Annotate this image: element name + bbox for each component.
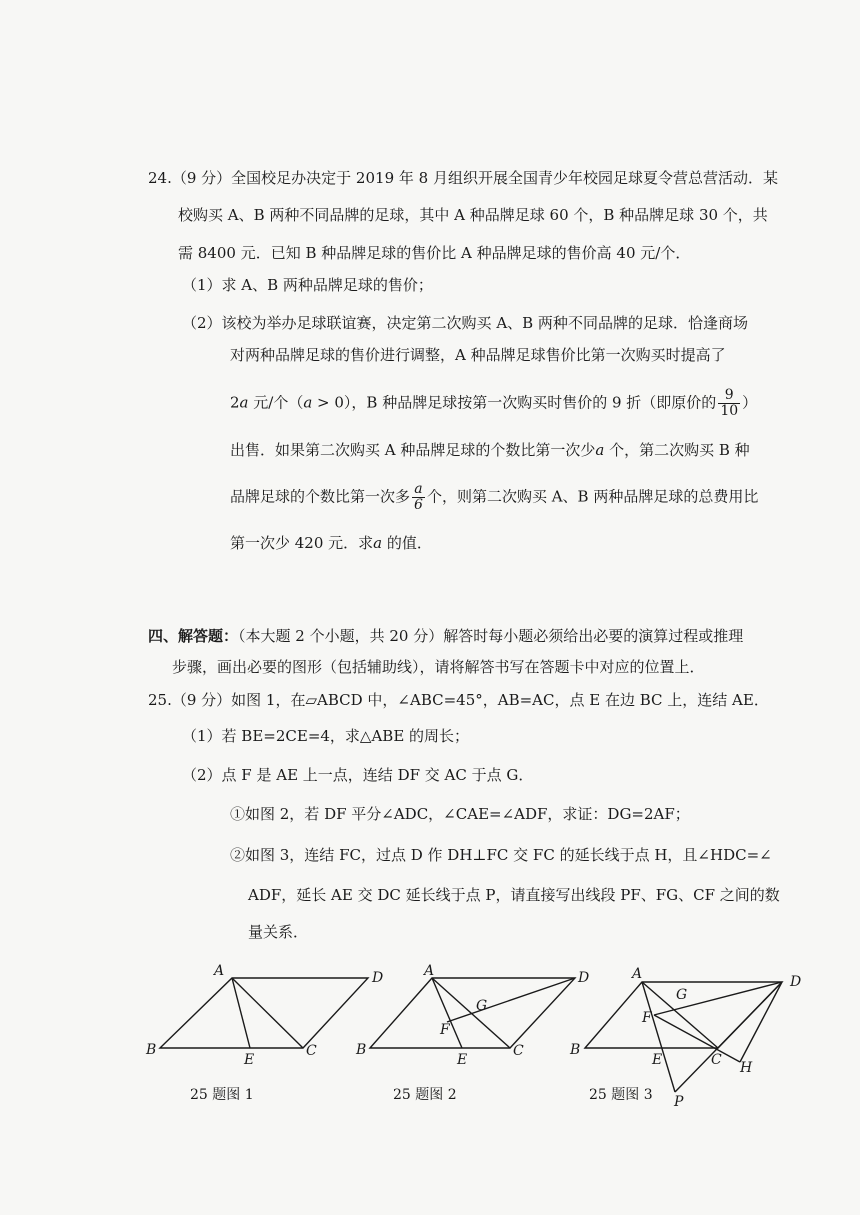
fig2-label-f: F bbox=[440, 1022, 450, 1038]
fig1-label-c: C bbox=[306, 1043, 317, 1059]
q25-part2: （2）点 F 是 AE 上一点，连结 DF 交 AC 于点 G． bbox=[182, 766, 534, 784]
figure-2-diagram bbox=[370, 978, 575, 1048]
fig2-label-e: E bbox=[457, 1052, 468, 1068]
q24-line2: 校购买 A、B 两种不同品牌的足球，其中 A 种品牌足球 60 个，B 种品牌足球 30 个，共 bbox=[178, 206, 768, 224]
figure-1-caption: 25 题图 1 bbox=[190, 1087, 254, 1103]
figure-2-caption: 25 题图 2 bbox=[393, 1087, 457, 1103]
fig3-label-h: H bbox=[740, 1060, 753, 1076]
fig3-label-g: G bbox=[676, 987, 688, 1003]
fraction-nine-tenths: $\frac{9}{10}$ bbox=[720, 387, 739, 419]
figure-1-diagram bbox=[160, 978, 368, 1048]
q24-part2-line1: （2）该校为举办足球联谊赛，决定第二次购买 A、B 两种不同品牌的足球．恰逢商场 bbox=[182, 314, 748, 332]
fig3-label-c: C bbox=[711, 1052, 722, 1068]
q24-part2-line5: 品牌足球的个数比第一次多 $\frac{a}{6}$ 个，则第二次购买 A、B 两种品牌足球的总费用比 bbox=[230, 481, 759, 513]
fig1-label-b: B bbox=[146, 1042, 157, 1058]
figure-3-caption: 25 题图 3 bbox=[589, 1087, 653, 1103]
q24-part2-line6: 第一次少 420 元．求a 的值． bbox=[230, 534, 432, 552]
fraction-a-over-six: $\frac{a}{6}$ bbox=[414, 481, 423, 513]
fig3-label-p: P bbox=[674, 1094, 684, 1110]
fig2-label-c: C bbox=[513, 1043, 524, 1059]
q25-sub2-line1: ②如图 3，连结 FC，过点 D 作 DH⊥FC 交 FC 的延长线于点 H，且∠HDC=∠ bbox=[230, 846, 772, 864]
fig1-label-a: A bbox=[214, 963, 225, 979]
q24-line3: 需 8400 元．已知 B 种品牌足球的售价比 A 种品牌足球的售价高 40 元/个． bbox=[178, 244, 691, 262]
section4-line1: 四、解答题：（本大题 2 个小题，共 20 分）解答时每小题必须给出必要的演算过程或推理 bbox=[148, 627, 744, 645]
fig2-label-g: G bbox=[476, 998, 488, 1014]
fig1-label-d: D bbox=[372, 970, 384, 986]
fig3-label-d: D bbox=[790, 974, 802, 990]
q25-sub2-line3: 量关系． bbox=[248, 923, 309, 941]
fig3-label-b: B bbox=[570, 1042, 581, 1058]
q24-part2-line3: 2a 元/个（a > 0），B 种品牌足球按第一次购买时售价的 9 折（即原价的 $\frac{9}{10}$ ） bbox=[230, 387, 758, 419]
fig3-label-f: F bbox=[642, 1010, 652, 1026]
fig2-label-d: D bbox=[578, 970, 590, 986]
q25-line1: 25.（9 分）如图 1，在▱ABCD 中，∠ABC=45°，AB=AC，点 E 在边 BC 上，连结 AE． bbox=[148, 691, 769, 709]
fig2-label-a: A bbox=[424, 963, 435, 979]
q25-sub1: ①如图 2，若 DF 平分∠ADC，∠CAE=∠ADF，求证：DG=2AF； bbox=[230, 805, 690, 823]
q24-part2-line2: 对两种品牌足球的售价进行调整，A 种品牌足球售价比第一次购买时提高了 bbox=[230, 346, 726, 364]
q25-part1: （1）若 BE=2CE=4，求△ABE 的周长； bbox=[182, 727, 470, 745]
q24-part2-line4: 出售．如果第二次购买 A 种品牌足球的个数比第一次少a 个，第二次购买 B 种 bbox=[230, 441, 750, 459]
q25-sub2-line2: ADF，延长 AE 交 DC 延长线于点 P，请直接写出线段 PF、FG、CF 之间的数 bbox=[248, 886, 780, 904]
q24-line1: 24.（9 分）全国校足办决定于 2019 年 8 月组织开展全国青少年校园足球夏令营总营活动．某 bbox=[148, 169, 778, 187]
q24-part1: （1）求 A、B 两种品牌足球的售价； bbox=[182, 276, 433, 294]
section4-line2: 步骤，画出必要的图形（包括辅助线），请将解答书写在答题卡中对应的位置上． bbox=[172, 658, 705, 676]
fig3-label-e: E bbox=[652, 1052, 663, 1068]
section4-title: 四、解答题： bbox=[148, 627, 239, 645]
fig2-label-b: B bbox=[356, 1042, 367, 1058]
fig1-label-e: E bbox=[244, 1052, 255, 1068]
fig3-label-a: A bbox=[632, 966, 643, 982]
